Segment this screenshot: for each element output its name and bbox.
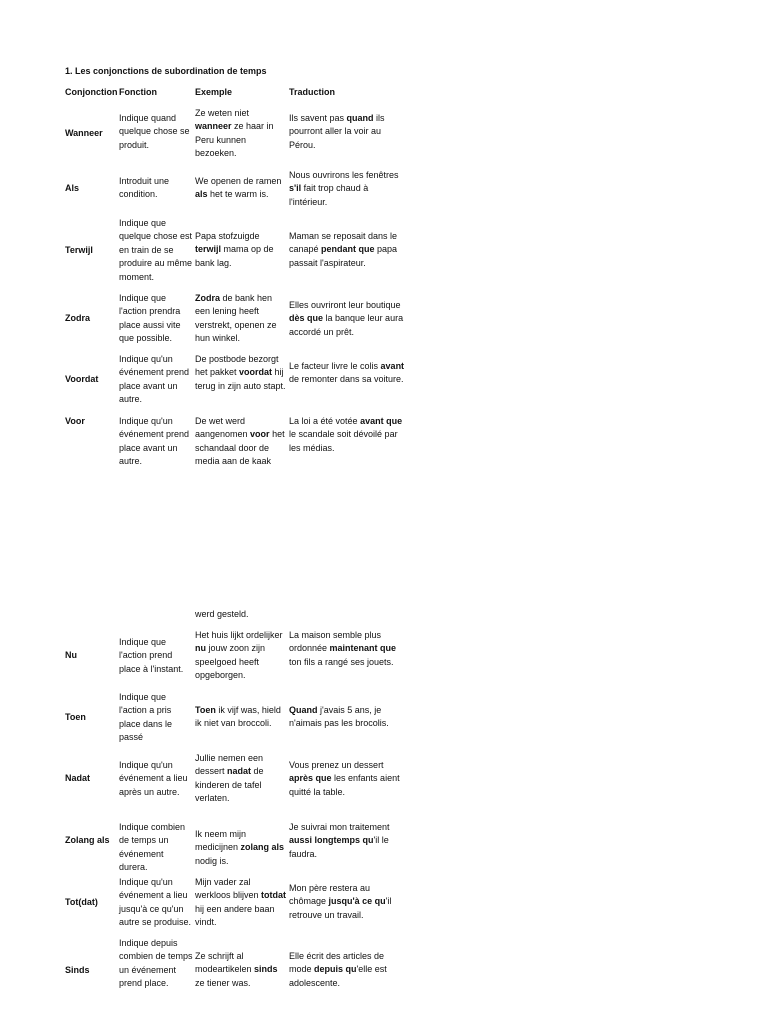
text-part: de bank hen een lening heeft verstrekt, openen ze hun winkel. bbox=[195, 293, 277, 344]
text-part: de kinderen de tafel verlaten. bbox=[195, 766, 264, 804]
example-cell bbox=[195, 353, 287, 393]
function-cell: Indique qu'un événement prend place avant un autre. bbox=[119, 354, 190, 405]
text-part: Le facteur livre le colis bbox=[289, 361, 381, 371]
keyword: Toen bbox=[195, 705, 216, 715]
example-cell bbox=[195, 415, 287, 469]
text-part: papa passait l'aspirateur. bbox=[289, 244, 398, 268]
header-fonction: Fonction bbox=[119, 87, 157, 97]
keyword: nu bbox=[195, 643, 206, 654]
text-part: Elle écrit des articles de mode bbox=[289, 951, 385, 975]
text-part: De wet werd aangenomen bbox=[195, 416, 251, 440]
keyword: maintenant que bbox=[329, 643, 397, 654]
text-part: Ik neem mijn medicijnen bbox=[195, 829, 247, 853]
keyword: terwijl bbox=[195, 244, 222, 255]
function-cell: Indique que quelque chose est en train de se produire au même moment. bbox=[119, 218, 193, 282]
example-cell bbox=[195, 704, 287, 731]
keyword: wanneer bbox=[195, 121, 232, 132]
text-part: 'il retrouve un travail. bbox=[289, 896, 392, 920]
function-cell: Indique combien de temps un événement durera. bbox=[119, 822, 186, 873]
example-cell bbox=[195, 292, 287, 346]
conjunction-cell: Tot(dat) bbox=[65, 897, 98, 907]
keyword: avant que bbox=[360, 416, 403, 426]
keyword: nadat bbox=[227, 766, 252, 777]
example-cell bbox=[195, 107, 287, 161]
text-part: nodig is. bbox=[195, 855, 229, 866]
text-part: jouw zoon zijn speelgoed heeft opgeborgen. bbox=[195, 643, 266, 681]
text-part: Het huis lijkt ordelijker bbox=[195, 630, 283, 640]
example-cell bbox=[195, 629, 287, 683]
conjunction-cell: Nu bbox=[65, 650, 77, 660]
text-part: La loi a été votée bbox=[289, 416, 361, 426]
translation-cell bbox=[289, 169, 407, 209]
translation-cell bbox=[289, 704, 407, 731]
conjunction-cell: Zolang als bbox=[65, 835, 110, 845]
text-part: Je suivrai mon traitement bbox=[289, 822, 390, 832]
keyword: zolang als bbox=[240, 842, 285, 853]
translation-cell bbox=[289, 821, 407, 861]
function-cell: Indique quand quelque chose se produit. bbox=[119, 113, 190, 150]
text-part: ze tiener was. bbox=[195, 977, 251, 988]
text-part: Ze schrijft al modeartikelen bbox=[195, 951, 255, 975]
example-cell bbox=[195, 175, 287, 202]
keyword: avant bbox=[380, 361, 405, 371]
function-cell: Indique depuis combien de temps un événement prend place. bbox=[119, 938, 193, 989]
header-conjonction: Conjonction bbox=[65, 87, 118, 97]
conjunction-cell: Terwijl bbox=[65, 245, 93, 255]
keyword: Zodra bbox=[195, 293, 221, 303]
text-part: mama op de bank lag. bbox=[195, 244, 274, 268]
text-part: ik vijf was, hield ik niet van broccoli. bbox=[195, 705, 281, 729]
translation-cell bbox=[289, 299, 407, 339]
keyword: dès que bbox=[289, 313, 324, 324]
header-exemple: Exemple bbox=[195, 87, 233, 97]
text-part: We openen de ramen bbox=[195, 176, 282, 186]
text-part: hij terug in zijn auto stapt. bbox=[195, 367, 286, 391]
text-part: le scandale soit dévoilé par les médias. bbox=[289, 429, 398, 453]
translation-cell bbox=[289, 759, 407, 799]
text-part: Mijn vader zal werkloos blijven bbox=[195, 877, 262, 901]
translation-cell bbox=[289, 629, 407, 669]
text-part: 'il le faudra. bbox=[289, 835, 389, 859]
function-cell: Indique que l'action prendra place aussi vite que possible. bbox=[119, 293, 181, 344]
text-part: het schandaal door de media aan de kaak bbox=[195, 429, 285, 467]
text-part: ze haar in Peru kunnen bezoeken. bbox=[195, 121, 274, 159]
text-part: hij een andere baan vindt. bbox=[195, 903, 275, 928]
text-part: fait trop chaud à l'intérieur. bbox=[289, 183, 369, 207]
keyword: s'il bbox=[289, 183, 302, 194]
function-cell: Indique qu'un événement a lieu après un autre. bbox=[119, 760, 188, 797]
keyword: sinds bbox=[254, 964, 278, 975]
conjunction-cell: Zodra bbox=[65, 313, 91, 323]
keyword: après que bbox=[289, 773, 332, 784]
keyword: aussi longtemps qu bbox=[289, 835, 374, 846]
function-cell: Indique qu'un événement prend place avant un autre. bbox=[119, 416, 190, 467]
keyword: depuis qu bbox=[314, 964, 357, 975]
text-part: j'avais 5 ans, je n'aimais pas les brocolis. bbox=[289, 705, 389, 729]
translation-cell bbox=[289, 882, 407, 922]
function-cell: Indique que l'action a pris place dans le passé bbox=[119, 692, 173, 743]
keyword: totdat bbox=[261, 890, 287, 901]
conjunction-cell: Voor bbox=[65, 416, 85, 426]
example-cell bbox=[195, 752, 287, 806]
translation-cell bbox=[289, 950, 407, 990]
translation-cell bbox=[289, 230, 407, 270]
example-cell bbox=[195, 828, 287, 868]
text-part: 'elle est adolescente. bbox=[289, 964, 387, 988]
conjunction-cell: Nadat bbox=[65, 773, 91, 783]
text-part: ils pourront aller la voir au Pérou. bbox=[289, 113, 385, 150]
header-traduction: Traduction bbox=[289, 87, 336, 97]
text-part: het te warm is. bbox=[207, 189, 269, 200]
continuation-text: werd gesteld. bbox=[195, 609, 249, 619]
conjunction-cell: Sinds bbox=[65, 965, 90, 975]
keyword: voor bbox=[250, 429, 270, 440]
text-part: Papa stofzuigde bbox=[195, 231, 260, 241]
text-part: Ils savent pas bbox=[289, 113, 347, 123]
keyword: jusqu'à ce qu bbox=[328, 896, 386, 907]
function-cell: Introduit une condition. bbox=[119, 176, 170, 200]
keyword: quand bbox=[346, 113, 374, 123]
text-part: de remonter dans sa voiture. bbox=[289, 374, 404, 385]
conjunction-cell: Als bbox=[65, 183, 80, 193]
function-cell: Indique que l'action prend place à l'instant. bbox=[119, 637, 184, 674]
text-part: Maman se reposait dans le canapé bbox=[289, 231, 398, 255]
text-part: Mon père restera au chômage bbox=[289, 883, 371, 907]
text-part: la banque leur aura accordé un prêt. bbox=[289, 313, 404, 337]
example-cell bbox=[195, 876, 287, 930]
conjunction-cell: Voordat bbox=[65, 374, 99, 384]
text-part: les enfants aient quitté la table. bbox=[289, 773, 400, 797]
keyword: voordat bbox=[239, 367, 273, 378]
text-part: La maison semble plus ordonnée bbox=[289, 630, 382, 654]
text-part: De postbode bezorgt het pakket bbox=[195, 354, 279, 378]
example-cell bbox=[195, 230, 287, 270]
translation-cell bbox=[289, 112, 407, 152]
function-cell: Indique qu'un événement a lieu jusqu'à ce qu'un autre se produise. bbox=[119, 877, 192, 928]
text-part: Nous ouvrirons les fenêtres bbox=[289, 170, 399, 180]
conjunction-cell: Toen bbox=[65, 712, 86, 722]
text-part: Vous prenez un dessert bbox=[289, 760, 384, 770]
text-part: Ze weten niet bbox=[195, 108, 250, 118]
translation-cell bbox=[289, 415, 407, 455]
text-part: ton fils a rangé ses jouets. bbox=[289, 656, 394, 667]
section-title: 1. Les conjonctions de subordination de temps bbox=[65, 66, 267, 76]
conjunction-cell: Wanneer bbox=[65, 128, 103, 138]
keyword: als bbox=[195, 189, 208, 200]
translation-cell bbox=[289, 360, 407, 387]
keyword: Quand bbox=[289, 705, 318, 715]
text-part: Elles ouvriront leur boutique bbox=[289, 300, 401, 310]
example-cell bbox=[195, 950, 287, 990]
text-part: Jullie nemen een dessert bbox=[195, 753, 264, 777]
keyword: pendant que bbox=[321, 244, 375, 255]
